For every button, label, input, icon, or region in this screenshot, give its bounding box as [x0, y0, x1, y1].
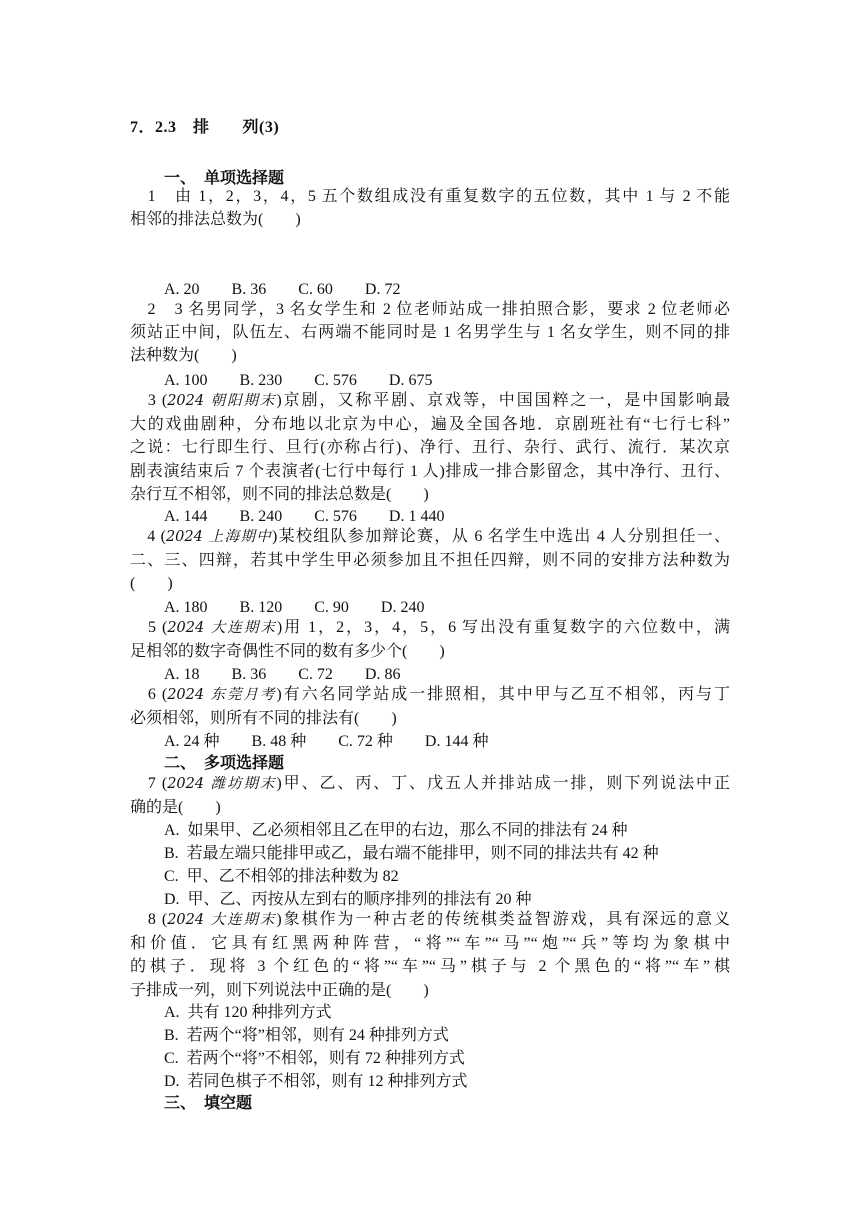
question-8-option-b: B. 若两个“将”相邻，则有 24 种排列方式: [164, 1027, 449, 1044]
question-2-line-2: 须站正中间，队伍左、右两端不能同时是 1 名男学生与 1 名女学生，则不同的排: [130, 324, 730, 342]
question-3: [130, 389, 730, 506]
question-3-text: )京剧，又称平剧、京戏等，中国国粹之一，是中国影响最: [276, 392, 730, 409]
question-3-line-4: 剧表演结束后 7 个表演者(七行中每行 1 人)排成一排合影留念，其中净行、丑行、: [130, 462, 730, 480]
question-6: [130, 683, 730, 730]
question-2: [130, 298, 730, 368]
question-2-options: A. 100 B. 230 C. 576 D. 675: [164, 372, 433, 389]
question-7-option-a: A. 如果甲、乙必须相邻且乙在甲的右边，那么不同的排法有 24 种: [164, 822, 628, 839]
question-7-option-c: C. 甲、乙不相邻的排法种数为 82: [164, 868, 399, 885]
question-2-line-1: 2 3 名男同学，3 名女学生和 2 位老师站成一排拍照合影，要求 2 位老师必: [130, 301, 730, 318]
question-4-source: 2024 上海期中: [165, 529, 273, 545]
question-1-line-1: 1 由 1，2，3，4，5 五个数组成没有重复数字的五位数，其中 1 与 2 不能: [130, 188, 730, 205]
question-4-number: 4 (: [130, 528, 166, 545]
question-7-line-2: 确的是( ): [130, 799, 221, 817]
question-6-line-1: [130, 683, 730, 707]
question-4-line-2: 二、三、四辩，若其中学生甲必须参加且不担任四辩，则不同的安排方法种数为: [130, 552, 730, 570]
question-8-line-2: 和价值．它具有红黑两种阵营，“将”“车”“马”“炮”“兵”等均为象棋中: [130, 935, 730, 953]
section-heading-fill-in: 三、 填空题: [164, 1095, 253, 1112]
question-4-options: A. 180 B. 120 C. 90 D. 240: [164, 599, 425, 616]
question-4-text: )某校组队参加辩论赛，从 6 名学生中选出 4 人分别担任一、: [272, 528, 730, 545]
question-8-number: 8 (: [130, 911, 168, 928]
question-5: [130, 616, 730, 663]
question-3-line-2: 大的戏曲剧种，分布地以北京为中心，遍及全国各地．京剧班社有“七行七科”: [130, 416, 730, 434]
question-3-options: A. 144 B. 240 C. 576 D. 1 440: [164, 508, 445, 525]
question-8: [130, 908, 730, 1002]
question-6-options: A. 24 种 B. 48 种 C. 72 种 D. 144 种: [164, 733, 489, 750]
question-3-line-3: 之说：七行即生行、旦行(亦称占行)、净行、丑行、杂行、武行、流行．某次京: [130, 439, 730, 457]
question-4: [130, 525, 730, 596]
question-7-source: 2024 潍坊期末: [167, 776, 277, 792]
question-5-text: )用 1，2，3，4，5，6 写出没有重复数字的六位数中，满: [276, 619, 730, 636]
section-heading-single-choice: 一、 单项选择题: [164, 170, 285, 187]
question-8-line-3: 的棋子．现将 3 个红色的“将”“车”“马”棋子与 2 个黑色的“将”“车”棋: [130, 958, 730, 976]
question-6-line-2: 必须相邻，则所有不同的排法有( ): [130, 710, 397, 728]
question-3-source: 2024 朝阳期末: [167, 393, 277, 409]
question-4-line-3: ( ): [130, 575, 173, 593]
question-1: [130, 185, 730, 231]
question-5-number: 5 (: [130, 619, 168, 636]
question-5-line-1: [130, 616, 730, 640]
question-5-options: A. 18 B. 36 C. 72 D. 86: [164, 666, 401, 683]
question-3-line-1: [130, 389, 730, 413]
section-heading-multiple-choice: 二、 多项选择题: [164, 755, 285, 772]
question-5-line-2: 足相邻的数字奇偶性不同的数有多少个( ): [130, 643, 445, 661]
page-title: 7．2.3 排 列(3): [130, 119, 280, 136]
question-6-text: )有六名同学站成一排照相，其中甲与乙互不相邻，丙与丁: [276, 686, 730, 703]
question-5-source: 2024 大连期末: [167, 620, 277, 636]
question-3-number: 3 (: [130, 392, 168, 409]
question-8-option-a: A. 共有 120 种排列方式: [164, 1004, 332, 1021]
question-7-number: 7 (: [130, 775, 168, 792]
question-4-line-1: [130, 525, 730, 549]
question-7: [130, 772, 730, 819]
question-7-line-1: [130, 772, 730, 796]
question-6-source: 2024 东莞月考: [167, 687, 277, 703]
question-6-number: 6 (: [130, 686, 168, 703]
question-8-option-c: C. 若两个“将”不相邻，则有 72 种排列方式: [164, 1050, 465, 1067]
question-2-line-3: 法种数为( ): [130, 347, 237, 365]
question-8-option-d: D. 若同色棋子不相邻，则有 12 种排列方式: [164, 1073, 468, 1090]
question-1-line-2: 相邻的排法总数为( ): [130, 211, 301, 229]
question-3-line-5: 杂行互不相邻，则不同的排法总数是( ): [130, 485, 429, 503]
question-7-text: )甲、乙、丙、丁、戊五人并排站成一排，则下列说法中正: [276, 775, 730, 792]
question-7-option-d: D. 甲、乙、丙按从左到右的顺序排列的排法有 20 种: [164, 891, 532, 908]
question-7-option-b: B. 若最左端只能排甲或乙，最右端不能排甲，则不同的排法共有 42 种: [164, 845, 659, 862]
question-8-line-1: [130, 908, 730, 932]
question-8-text: )象棋作为一种古老的传统棋类益智游戏，具有深远的意义: [276, 911, 730, 928]
question-8-source: 2024 大连期末: [167, 912, 277, 928]
question-1-options: A. 20 B. 36 C. 60 D. 72: [164, 281, 401, 298]
question-8-line-4: 子排成一列，则下列说法中正确的是( ): [130, 981, 429, 999]
